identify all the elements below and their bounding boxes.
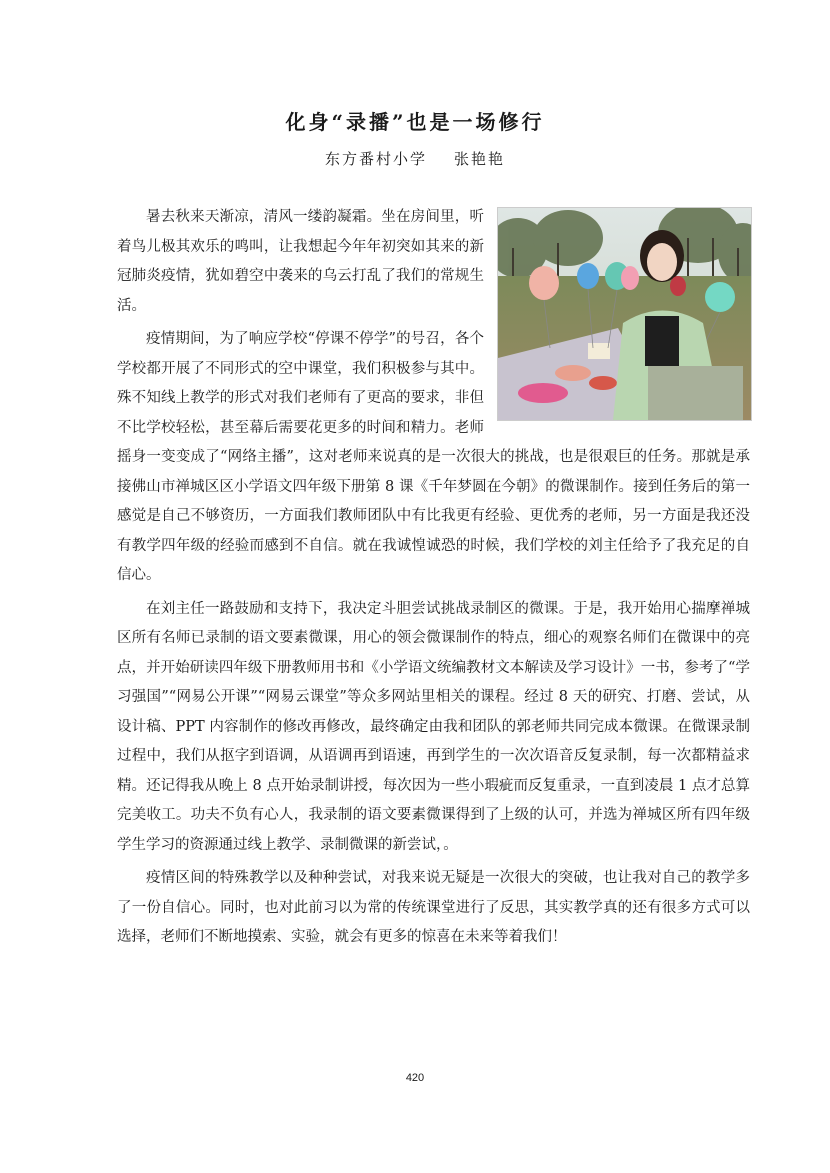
paragraph-4: 疫情区间的特殊教学以及种种尝试，对我来说无疑是一次很大的突破，也让我对自己的教学多了一份自信心。同时，也对此前习以为常的传统课堂进行了反思，其实教学真的还有很多方式可以选择，老师们不断地摸索、实验，就会有更多的惊喜在未来等着我们！	[117, 870, 750, 945]
paragraph-3: 在刘主任一路鼓励和支持下，我决定斗胆尝试挑战录制区的微课。于是，我开始用心揣摩禅城区所有名师已录制的语文要素微课，用心的领会微课制作的特点，细心的观察名师们在微课中的亮点，并开始研读四年级下册教师用书和《小学语文统编教材文本解读及学习设计》一书，参考了“学习强国”“网易公开课”“网易云课堂”等众多网站里相关的课程。经过 8 天的研究、打磨、尝试，从设计稿、PPT 内容制作的修改再修改，最终确定由我和团队的郭老师共同完成本微课。在微课录制过程中，我们从抠字到语调，从语调再到语速，再到学生的一次次语音反复录制，每一次都精益求精。还记得我从晚上 8 点开始录制讲授，每次因为一些小瑕疵而反复重录，一直到凌晨 1 点才总算完美收工。功夫不负有心人，我录制的语文要素微课得到了上级的认可，并选为禅城区所有四年级学生学习的资源通过线上教学、录制微课的新尝试，。	[117, 600, 750, 853]
article-body	[117, 203, 750, 957]
article-title: 化身“录播”也是一场修行	[285, 110, 545, 134]
page-number: 420	[405, 1072, 425, 1084]
paragraph-1: 暑去秋来天渐凉，清风一缕韵凝霜。坐在房间里，听着鸟儿极其欢乐的鸣叫，让我想起今年年初突如其来的新冠肺炎疫情，犹如碧空中袭来的乌云打乱了我们的常规生活。	[117, 209, 484, 314]
author-byline: 东方番村小学 张艳艳	[324, 150, 506, 168]
photo-wrap-spacer	[484, 203, 750, 433]
paragraph-2: 疫情期间，为了响应学校“停课不停学”的号召，各个学校都开展了不同形式的空中课堂，我们积极参与其中。殊不知线上教学的形式对我们老师有了更高的要求，非但不比学校轻松，甚至幕后需要花更多的时间和精力。老师摇身一变变成了“网络主播”，这对老师来说真的是一次很大的挑战，也是很艰巨的任务。那就是承接佛山市禅城区区小学语文四年级下册第 8 课《千年梦圆在今朝》的微课制作。接到任务后的第一感觉是自己不够资历，一方面我们教师团队中有比我更有经验、更优秀的老师，另一方面是我还没有教学四年级的经验而感到不自信。就在我诚惶诚恐的时候，我们学校的刘主任给予了我充足的自信心。	[117, 331, 750, 583]
